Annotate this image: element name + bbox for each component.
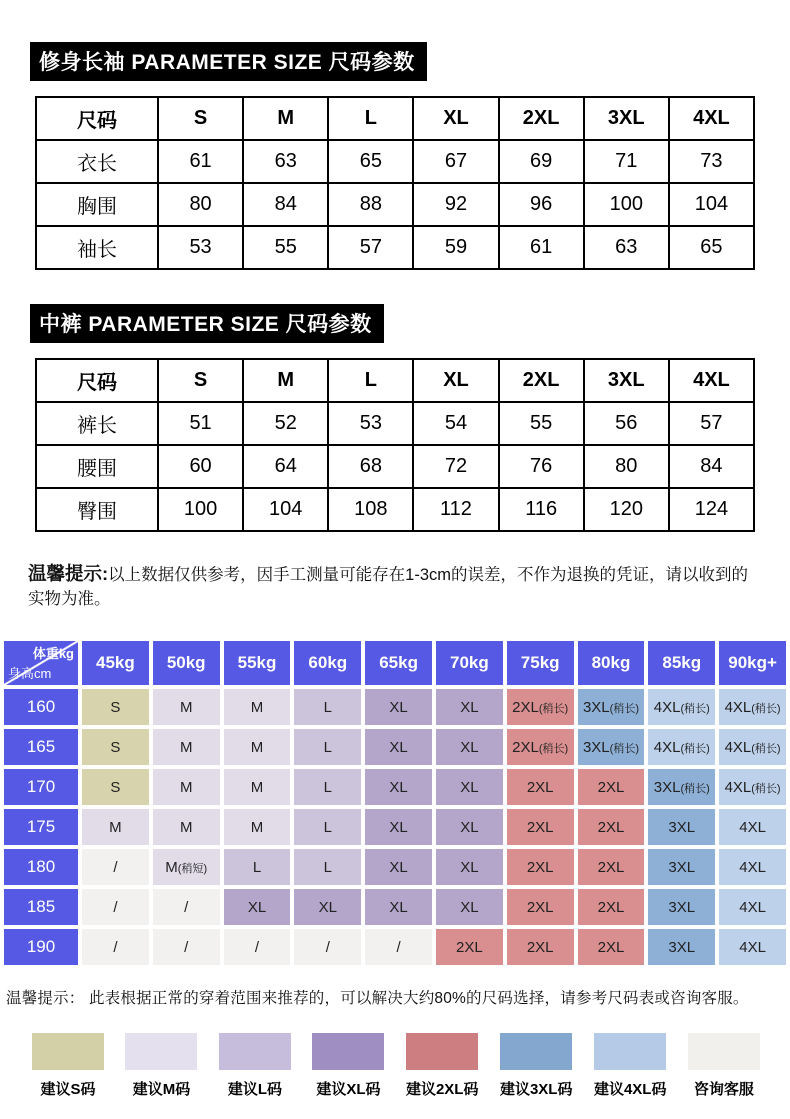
size-recommendation-cell xyxy=(224,849,291,885)
size-header-row xyxy=(36,97,754,140)
recommended-size: S xyxy=(110,738,121,756)
measure-value-cell: 116 xyxy=(499,488,584,531)
recommended-size: 4XL xyxy=(724,698,752,716)
recommended-size: 3XL xyxy=(653,778,681,796)
recommended-size: / xyxy=(113,898,118,916)
legend-color-swatch xyxy=(312,1033,384,1070)
measure-value-cell: 69 xyxy=(499,140,584,183)
measure-row xyxy=(36,445,754,488)
measure-value-cell: 104 xyxy=(669,183,754,226)
measure-value-cell: 100 xyxy=(584,183,669,226)
recommended-size: 2XL xyxy=(597,898,625,916)
size-recommendation-cell xyxy=(507,849,574,885)
size-recommendation-cell xyxy=(153,889,220,925)
measure-value-cell: 65 xyxy=(328,140,413,183)
legend-color-swatch xyxy=(32,1033,104,1070)
measure-value-cell: 120 xyxy=(584,488,669,531)
size-recommendation-cell xyxy=(365,929,432,965)
legend-item xyxy=(406,1033,479,1099)
measure-row-label: 胸围 xyxy=(36,183,158,226)
height-row-header: 190 xyxy=(4,929,78,965)
size-recommendation-cell xyxy=(294,809,361,845)
legend-color-swatch xyxy=(219,1033,291,1070)
recommended-size: 3XL xyxy=(582,738,610,756)
recommended-size: L xyxy=(323,698,332,716)
size-recommendation-cell xyxy=(153,849,220,885)
size-col-header: 2XL xyxy=(499,359,584,402)
measure-row-label: 裤长 xyxy=(36,402,158,445)
recommended-size: 2XL xyxy=(526,818,554,836)
measure-value-cell: 53 xyxy=(158,226,243,269)
size-fit-note: (稍长) xyxy=(680,742,710,755)
weight-col-header: 75kg xyxy=(507,641,574,685)
size-recommendation-cell xyxy=(153,929,220,965)
recommended-size: 2XL xyxy=(526,778,554,796)
matrix-row xyxy=(4,889,786,925)
size-recommendation-cell xyxy=(294,929,361,965)
recommended-size: 2XL xyxy=(597,778,625,796)
legend-item xyxy=(594,1033,667,1099)
weight-col-header: 70kg xyxy=(436,641,503,685)
size-fit-note: (稍长) xyxy=(609,742,639,755)
measure-value-cell: 96 xyxy=(499,183,584,226)
size-recommendation-cell xyxy=(436,769,503,805)
measure-value-cell: 80 xyxy=(158,183,243,226)
weight-col-header: 85kg xyxy=(648,641,715,685)
recommended-size: 3XL xyxy=(668,818,696,836)
size-recommendation-cell xyxy=(507,729,574,765)
recommended-size: 3XL xyxy=(668,898,696,916)
size-recommendation-cell xyxy=(578,689,645,725)
recommended-size: / xyxy=(113,858,118,876)
recommended-size: S xyxy=(110,698,121,716)
size-recommendation-cell xyxy=(153,769,220,805)
measure-value-cell: 100 xyxy=(158,488,243,531)
recommended-size: XL xyxy=(460,738,479,756)
measure-value-cell: 64 xyxy=(243,445,328,488)
recommended-size: 2XL xyxy=(526,858,554,876)
size-recommendation-cell xyxy=(294,849,361,885)
legend-color-swatch xyxy=(688,1033,760,1070)
size-recommendation-cell xyxy=(648,929,715,965)
recommended-size: / xyxy=(113,938,118,956)
size-recommendation-cell xyxy=(82,809,149,845)
size-col-header: XL xyxy=(413,97,498,140)
size-recommendation-cell xyxy=(578,849,645,885)
recommended-size: 2XL xyxy=(512,738,539,756)
recommended-size: 4XL xyxy=(653,698,681,716)
recommended-size: M xyxy=(250,738,264,756)
recommended-size: XL xyxy=(389,858,408,876)
measure-value-cell: 124 xyxy=(669,488,754,531)
recommended-size: XL xyxy=(460,898,479,916)
measure-value-cell: 104 xyxy=(243,488,328,531)
recommended-size: M xyxy=(179,818,193,836)
size-fit-note: (稍长) xyxy=(751,742,781,755)
recommended-size: L xyxy=(323,778,332,796)
long-sleeve-size-table xyxy=(35,96,755,270)
measure-value-cell: 84 xyxy=(669,445,754,488)
recommended-size: S xyxy=(110,778,121,796)
measurement-notice-text: 以上数据仅供参考，因手工测量可能存在1-3cm的误差，不作为退换的凭证，请以收到的实物为准。 xyxy=(28,566,749,608)
size-recommendation-cell xyxy=(294,769,361,805)
measure-row-label: 臀围 xyxy=(36,488,158,531)
size-recommendation-matrix xyxy=(0,637,790,969)
recommended-size: / xyxy=(396,938,401,956)
size-recommendation-cell xyxy=(578,809,645,845)
recommended-size: / xyxy=(254,938,260,956)
recommended-size: 3XL xyxy=(582,698,610,716)
size-col-header: 2XL xyxy=(499,97,584,140)
height-row-header: 170 xyxy=(4,769,78,805)
size-recommendation-cell xyxy=(719,729,786,765)
size-recommendation-cell xyxy=(507,769,574,805)
size-col-header: M xyxy=(243,359,328,402)
measurement-notice xyxy=(28,562,762,611)
legend-item-label: 建议4XL码 xyxy=(593,1081,667,1098)
weight-col-header: 65kg xyxy=(365,641,432,685)
recommended-size: XL xyxy=(389,818,408,836)
size-col-header: 4XL xyxy=(669,97,754,140)
shorts-section-title: 中裤 PARAMETER SIZE 尺码参数 xyxy=(30,304,384,343)
measure-value-cell: 84 xyxy=(243,183,328,226)
size-recommendation-cell xyxy=(648,689,715,725)
recommended-size: 4XL xyxy=(739,858,766,876)
recommended-size: XL xyxy=(460,858,479,876)
size-recommendation-cell xyxy=(294,889,361,925)
size-recommendation-cell xyxy=(365,889,432,925)
size-recommendation-cell xyxy=(82,729,149,765)
measure-row xyxy=(36,226,754,269)
size-recommendation-cell xyxy=(82,849,149,885)
recommended-size: 2XL xyxy=(526,898,554,916)
recommended-size: M xyxy=(179,738,193,756)
size-recommendation-cell xyxy=(365,809,432,845)
size-recommendation-cell xyxy=(719,769,786,805)
measure-row xyxy=(36,140,754,183)
size-recommendation-cell xyxy=(507,809,574,845)
size-recommendation-cell xyxy=(365,689,432,725)
size-recommendation-cell xyxy=(507,889,574,925)
measure-value-cell: 112 xyxy=(413,488,498,531)
size-recommendation-cell xyxy=(578,729,645,765)
measure-row xyxy=(36,402,754,445)
measure-value-cell: 65 xyxy=(669,226,754,269)
size-recommendation-cell xyxy=(82,929,149,965)
size-recommendation-cell xyxy=(648,889,715,925)
size-recommendation-cell xyxy=(224,929,291,965)
legend-item-label: 建议S码 xyxy=(40,1081,96,1098)
size-col-header: 3XL xyxy=(584,97,669,140)
size-recommendation-cell xyxy=(365,729,432,765)
size-recommendation-cell xyxy=(719,889,786,925)
measure-value-cell: 53 xyxy=(328,402,413,445)
size-fit-note: (稍长) xyxy=(751,782,781,795)
size-recommendation-cell xyxy=(436,729,503,765)
size-col-header: XL xyxy=(413,359,498,402)
corner-height-label: 身高cm xyxy=(8,666,52,681)
recommended-size: 2XL xyxy=(456,938,483,956)
size-recommendation-cell xyxy=(153,809,220,845)
size-col-header: S xyxy=(158,359,243,402)
measure-value-cell: 61 xyxy=(499,226,584,269)
matrix-row xyxy=(4,689,786,725)
recommended-size: / xyxy=(184,938,189,956)
legend-item-label: 建议L码 xyxy=(227,1081,283,1098)
matrix-row xyxy=(4,849,786,885)
measure-value-cell: 52 xyxy=(243,402,328,445)
measure-value-cell: 68 xyxy=(328,445,413,488)
height-row-header: 165 xyxy=(4,729,78,765)
recommended-size: 2XL xyxy=(597,818,625,836)
size-recommendation-cell xyxy=(153,689,220,725)
measure-value-cell: 63 xyxy=(584,226,669,269)
legend-color-swatch xyxy=(500,1033,572,1070)
measure-value-cell: 60 xyxy=(158,445,243,488)
height-row-header: 185 xyxy=(4,889,78,925)
size-recommendation-cell xyxy=(365,769,432,805)
measure-value-cell: 59 xyxy=(413,226,498,269)
measure-row xyxy=(36,183,754,226)
height-row-header: 160 xyxy=(4,689,78,725)
measure-value-cell: 92 xyxy=(413,183,498,226)
legend-item-label: 建议2XL码 xyxy=(405,1081,479,1098)
size-recommendation-cell xyxy=(578,769,645,805)
size-recommendation-cell xyxy=(82,769,149,805)
size-recommendation-cell xyxy=(82,689,149,725)
recommended-size: M xyxy=(109,818,122,836)
recommended-size: / xyxy=(184,898,189,916)
measure-value-cell: 108 xyxy=(328,488,413,531)
weight-col-header: 80kg xyxy=(578,641,645,685)
size-recommendation-cell xyxy=(719,929,786,965)
size-recommendation-cell xyxy=(648,849,715,885)
size-recommendation-cell xyxy=(578,929,645,965)
recommended-size: 4XL xyxy=(724,738,752,756)
legend-item-label: 建议3XL码 xyxy=(499,1081,573,1098)
legend-item xyxy=(688,1033,760,1099)
legend-item xyxy=(312,1033,384,1099)
recommended-size: XL xyxy=(389,698,408,716)
size-recommendation-cell xyxy=(82,889,149,925)
size-recommendation-cell xyxy=(436,809,503,845)
size-recommendation-cell xyxy=(436,849,503,885)
size-recommendation-cell xyxy=(436,689,503,725)
size-recommendation-cell xyxy=(224,729,291,765)
recommended-size: M xyxy=(250,698,264,716)
recommended-size: M xyxy=(250,778,264,796)
size-fit-note: (稍长) xyxy=(680,702,710,715)
measure-value-cell: 63 xyxy=(243,140,328,183)
recommended-size: XL xyxy=(460,818,479,836)
recommended-size: 2XL xyxy=(597,858,625,876)
size-fit-note: (稍长) xyxy=(680,782,710,795)
measurement-notice-label: 温馨提示: xyxy=(28,563,109,584)
measure-value-cell: 55 xyxy=(243,226,328,269)
measure-value-cell: 55 xyxy=(499,402,584,445)
legend-item xyxy=(500,1033,573,1099)
matrix-row xyxy=(4,729,786,765)
size-fit-note: (稍长) xyxy=(609,702,639,715)
size-col-header: 4XL xyxy=(669,359,754,402)
size-recommendation-cell xyxy=(719,689,786,725)
size-recommendation-cell xyxy=(648,809,715,845)
size-col-header: S xyxy=(158,97,243,140)
size-recommendation-cell xyxy=(507,929,574,965)
measure-value-cell: 67 xyxy=(413,140,498,183)
size-col-header: L xyxy=(328,97,413,140)
recommended-size: XL xyxy=(318,898,337,916)
weight-col-header: 90kg+ xyxy=(719,641,786,685)
size-recommendation-cell xyxy=(224,689,291,725)
legend-item-label: 建议XL码 xyxy=(316,1081,381,1098)
size-recommendation-cell xyxy=(436,929,503,965)
size-label-header: 尺码 xyxy=(36,359,158,402)
corner-weight-label: 体重kg xyxy=(32,646,74,661)
measure-value-cell: 61 xyxy=(158,140,243,183)
recommended-size: XL xyxy=(247,898,267,916)
measure-value-cell: 71 xyxy=(584,140,669,183)
size-col-header: 3XL xyxy=(584,359,669,402)
weight-col-header: 50kg xyxy=(153,641,220,685)
measure-row xyxy=(36,488,754,531)
recommended-size: 2XL xyxy=(597,938,625,956)
size-recommendation-cell xyxy=(719,809,786,845)
recommended-size: M xyxy=(179,698,193,716)
legend-color-swatch xyxy=(406,1033,478,1070)
measure-row-label: 腰围 xyxy=(36,445,158,488)
recommended-size: M xyxy=(165,858,178,876)
size-fit-note: (稍长) xyxy=(538,742,569,755)
size-recommendation-cell xyxy=(224,769,291,805)
recommended-size: 2XL xyxy=(512,698,539,716)
height-row-header: 180 xyxy=(4,849,78,885)
measure-row-label: 衣长 xyxy=(36,140,158,183)
recommended-size: 3XL xyxy=(668,938,696,956)
size-recommendation-cell xyxy=(294,689,361,725)
recommended-size: L xyxy=(323,818,332,836)
measure-value-cell: 54 xyxy=(413,402,498,445)
size-recommendation-cell xyxy=(294,729,361,765)
size-fit-note: (稍长) xyxy=(751,702,781,715)
height-row-header: 175 xyxy=(4,809,78,845)
size-legend xyxy=(0,1033,790,1099)
legend-color-swatch xyxy=(594,1033,666,1070)
recommended-size: XL xyxy=(389,778,408,796)
size-header-row xyxy=(36,359,754,402)
size-recommendation-cell xyxy=(365,849,432,885)
recommendation-notice: 温馨提示： 此表根据正常的穿着范围来推荐的，可以解决大约80%的尺码选择，请参考尺码表或咨询客服。 xyxy=(6,990,749,1007)
matrix-header-row xyxy=(4,641,786,685)
size-col-header: L xyxy=(328,359,413,402)
size-recommendation-cell xyxy=(153,729,220,765)
measure-value-cell: 57 xyxy=(328,226,413,269)
recommended-size: L xyxy=(252,858,262,876)
size-recommendation-cell xyxy=(224,889,291,925)
measure-value-cell: 76 xyxy=(499,445,584,488)
recommended-size: 4XL xyxy=(653,738,681,756)
recommended-size: 2XL xyxy=(526,938,554,956)
recommended-size: 4XL xyxy=(739,898,766,916)
measure-value-cell: 57 xyxy=(669,402,754,445)
recommended-size: / xyxy=(325,938,330,956)
measure-value-cell: 56 xyxy=(584,402,669,445)
size-recommendation-cell xyxy=(507,689,574,725)
recommended-size: XL xyxy=(460,778,479,796)
matrix-row xyxy=(4,929,786,965)
recommended-size: 3XL xyxy=(668,858,696,876)
recommended-size: 4XL xyxy=(739,938,766,956)
matrix-row xyxy=(4,769,786,805)
measure-value-cell: 72 xyxy=(413,445,498,488)
recommended-size: M xyxy=(250,818,264,836)
height-weight-corner-cell xyxy=(4,641,78,685)
matrix-row xyxy=(4,809,786,845)
size-label-header: 尺码 xyxy=(36,97,158,140)
measure-value-cell: 73 xyxy=(669,140,754,183)
shorts-size-table xyxy=(35,358,755,532)
legend-item xyxy=(219,1033,291,1099)
size-recommendation-cell xyxy=(648,769,715,805)
size-recommendation-cell xyxy=(578,889,645,925)
legend-item xyxy=(32,1033,104,1099)
recommended-size: M xyxy=(179,778,193,796)
top-section-title: 修身长袖 PARAMETER SIZE 尺码参数 xyxy=(30,42,427,81)
recommended-size: 4XL xyxy=(739,818,766,836)
recommended-size: XL xyxy=(389,898,408,916)
legend-color-swatch xyxy=(125,1033,197,1070)
size-recommendation-cell xyxy=(648,729,715,765)
recommended-size: L xyxy=(323,738,332,756)
weight-col-header: 60kg xyxy=(294,641,361,685)
measure-value-cell: 80 xyxy=(584,445,669,488)
legend-item-label: 建议M码 xyxy=(132,1081,191,1098)
size-fit-note: (稍长) xyxy=(538,702,569,715)
measure-row-label: 袖长 xyxy=(36,226,158,269)
size-recommendation-cell xyxy=(224,809,291,845)
size-fit-note: (稍短) xyxy=(177,862,208,875)
size-recommendation-cell xyxy=(436,889,503,925)
size-col-header: M xyxy=(243,97,328,140)
legend-item xyxy=(125,1033,197,1099)
recommended-size: XL xyxy=(389,738,408,756)
legend-item-label: 咨询客服 xyxy=(693,1081,754,1098)
recommended-size: XL xyxy=(460,698,479,716)
measure-value-cell: 51 xyxy=(158,402,243,445)
recommended-size: L xyxy=(323,858,332,876)
measure-value-cell: 88 xyxy=(328,183,413,226)
size-recommendation-cell xyxy=(719,849,786,885)
weight-col-header: 45kg xyxy=(82,641,149,685)
weight-col-header: 55kg xyxy=(224,641,291,685)
recommended-size: 4XL xyxy=(724,778,752,796)
